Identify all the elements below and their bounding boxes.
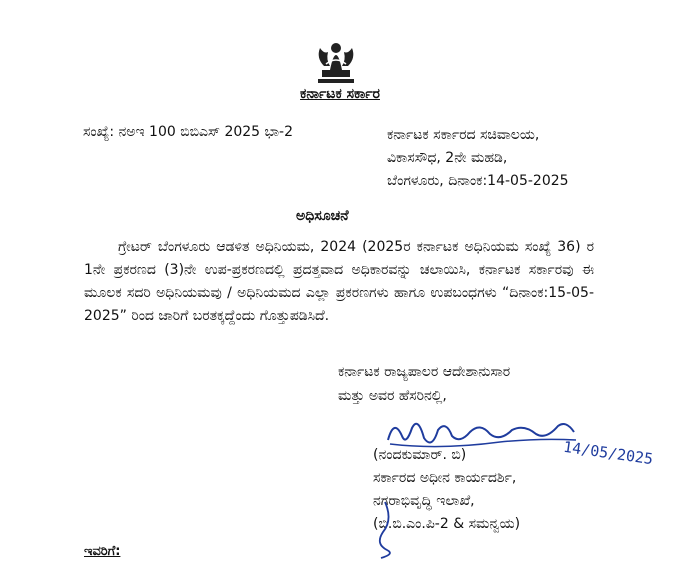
order-line-1: ಕರ್ನಾಟಕ ರಾಜ್ಯಪಾಲರ ಆದೇಶಾನುಸಾರ — [338, 364, 511, 380]
order-line-2: ಮತ್ತು ಅವರ ಹೆಸರಿನಲ್ಲಿ, — [338, 388, 447, 404]
reference-number: ಸಂಖ್ಯೆ: ನಅಇ 100 ಬಿಬಿಎಸ್ 2025 ಭಾ-2 — [83, 124, 293, 140]
signature-flourish — [365, 500, 405, 560]
notification-body: ಗ್ರೇಟರ್ ಬೆಂಗಳೂರು ಆಡಳಿತ ಅಧಿನಿಯಮ, 2024 (2025ರ ಕರ್ನಾಟಕ ಅಧಿನಿಯಮ ಸಂಖ್ಯೆ 36) ರ 1ನೇ ಪ್ರಕರಣದ (3)ನೇ ಉಪ-ಪ್ರಕರಣದಲ್ಲಿ ಪ್ರದತ್ತವಾದ ಅಧಿಕಾರವನ್ನು ಚಲಾಯಿಸಿ, ಕರ್ನಾಟಕ ಸರ್ಕಾರವು ಈ ಮೂಲಕ ಸದರಿ ಅಧಿನಿಯಮವು / ಅಧಿನಿಯಮದ ಎಲ್ಲಾ ಪ್ರಕರಣಗಳು ಹಾಗೂ ಉಪಬಂಧಗಳು “ದಿನಾಂಕ:15-05-2025” ರಿಂದ ಜಾರಿಗೆ ಬರತಕ್ಕದ್ದೆಂದು ಗೊತ್ತುಪಡಿಸಿದೆ. — [84, 239, 594, 324]
copy-to-label: ಇವರಿಗೆ: — [84, 544, 121, 559]
notification-heading: ಅಧಿಸೂಚನೆ — [296, 208, 349, 224]
signatory-department: ನಗರಾಭಿವೃದ್ಧಿ ಇಲಾಖೆ, — [373, 493, 475, 509]
address-line-2: ವಿಕಾಸಸೌಧ, 2ನೇ ಮಹಡಿ, — [387, 150, 508, 166]
address-line-1: ಕರ್ನಾಟಕ ಸರ್ಕಾರದ ಸಚಿವಾಲಯ, — [387, 127, 540, 143]
government-title: ಕರ್ನಾಟಕ ಸರ್ಕಾರ — [300, 86, 380, 102]
signatory-name: (ನಂದಕುಮಾರ್. ಬಿ) — [373, 447, 467, 463]
signatory-section: (ಬಿ.ಬಿ.ಎಂ.ಪಿ-2 & ಸಮನ್ವಯ) — [373, 516, 521, 532]
office-address — [387, 124, 569, 193]
governor-order — [338, 360, 510, 408]
state-emblem-icon — [302, 36, 370, 88]
signatory-designation: ಸರ್ಕಾರದ ಅಧೀನ ಕಾರ್ಯದರ್ಶಿ, — [373, 470, 517, 486]
signature-date: 14/05/2025 — [562, 437, 655, 469]
address-line-3: ಬೆಂಗಳೂರು, ದಿನಾಂಕ:14-05-2025 — [387, 173, 569, 189]
